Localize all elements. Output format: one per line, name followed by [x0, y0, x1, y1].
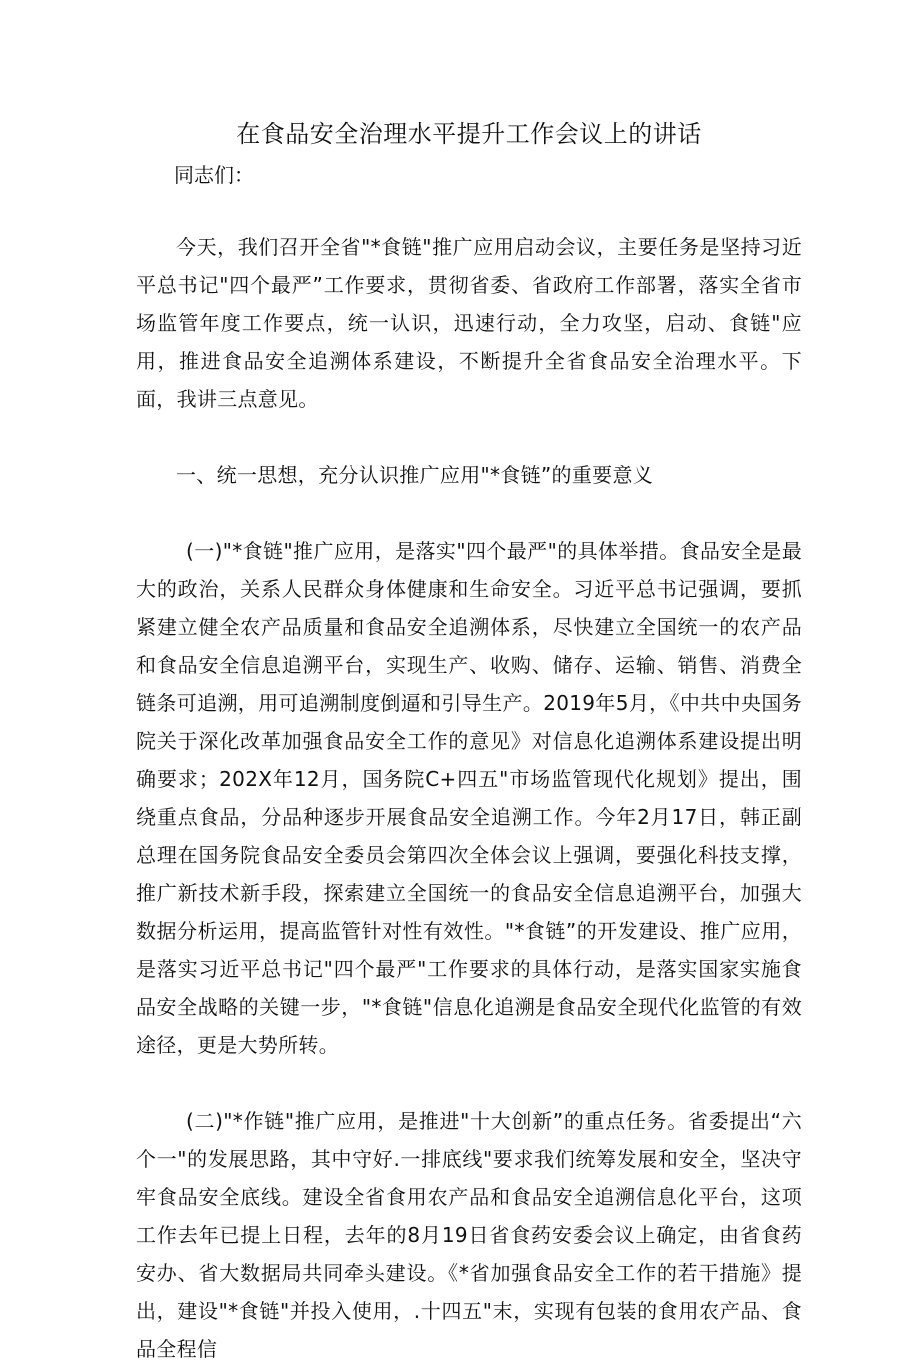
document-title: 在食品安全治理水平提升工作会议上的讲话: [236, 120, 702, 148]
section-heading-one: 一、统一思想，充分认识推广应用"*食链”的重要意义: [176, 463, 654, 487]
paragraph-intro: 今天，我们召开全省"*食链"推广应用启动会议，主要任务是坚持习近平总书记"四个最严”工作要求，贯彻省委、省政府工作部署，落实全省市场监管年度工作要点，统一认识，迅速行动，全力攻坚，启动、食链"应用，推进食品安全追溯体系建设，不断提升全省食品安全治理水平。下面，我讲三点意见。: [136, 235, 802, 411]
paragraph-section-one: (一)"*食链"推广应用，是落实"四个最严"的具体举措。食品安全是最大的政治，关系人民群众身体健康和生命安全。习近平总书记强调，要抓紧建立健全农产品质量和食品安全追溯体系，尽快建立全国统一的农产品和食品安全信息追溯平台，实现生产、收购、储存、运输、销售、消费全链条可追溯，用可追溯制度倒逼和引导生产。2019年5月，《中共中央国务院关于深化改革加强食品安全工作的意见》对信息化追溯体系建设提出明确要求；202X年12月，国务院C+四五"市场监管现代化规划》提出，围绕重点食品，分品种逐步开展食品安全追溯工作。今年2月17日，韩正副总理在国务院食品安全委员会第四次全体会议上强调，要强化科技支撑，推广新技术新手段，探索建立全国统一的食品安全信息追溯平台，加强大数据分析运用，提高监管针对性有效性。"*食链”的开发建设、推广应用，是落实习近平总书记"四个最严"工作要求的具体行动，是落实国家实施食品安全战略的关键一步，"*食链"信息化追溯是食品安全现代化监管的有效途径，更是大势所转。: [136, 539, 802, 1057]
paragraph-section-two: (二)"*作链"推广应用，是推进"十大创新”的重点任务。省委提出“六个一"的发展思路，其中守好.一排底线"要求我们统筹发展和安全，坚决守牢食品安全底线。建设全省食用农产品和食品安全追溯信息化平台，这项工作去年已提上日程，去年的8月19日省食药安委会议上确定，由省食药安办、省大数据局共同牵头建设。《*省加强食品安全工作的若干措施》提出，建设"*食链"并投入使用，.十四五"末，实现有包装的食用农产品、食品全程信: [136, 1109, 802, 1361]
salutation: 同志们：: [174, 163, 254, 187]
